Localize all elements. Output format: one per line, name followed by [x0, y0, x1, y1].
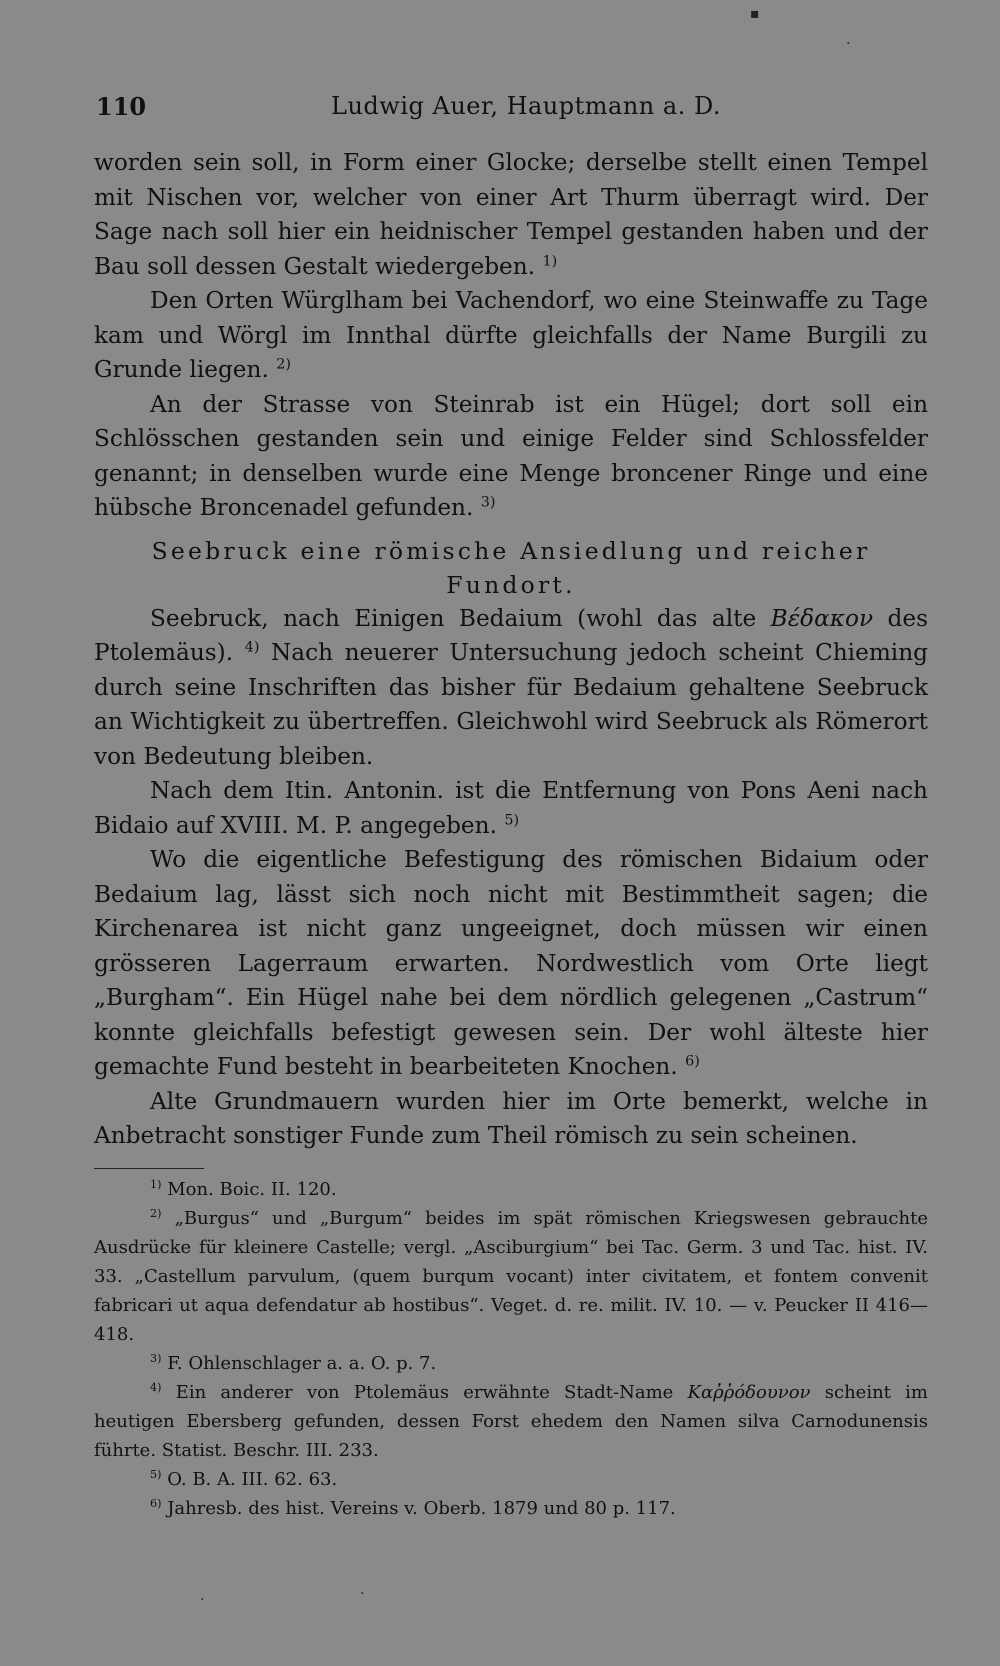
- paragraph-4-text-a: Seebruck, nach Einigen Bedaium (wohl das alte: [150, 604, 757, 632]
- footnote-1-text: Mon. Boic. II. 120.: [167, 1178, 337, 1200]
- footnote-4-text-b: scheint im heutigen Ebersberg gefunden, dessen Forst ehedem den Namen silva Carnodunensis führte. Statist. Beschr. III. 233.: [94, 1381, 928, 1461]
- scan-speck: ·: [200, 1592, 205, 1608]
- paragraph-4-text-b: des Ptolemäus).: [94, 604, 928, 666]
- footnote-ref-2: 2): [276, 356, 291, 373]
- paragraph-2: [94, 284, 928, 388]
- page-number: 110: [96, 92, 147, 121]
- paragraph-7: [94, 1085, 928, 1154]
- footnote-4: [94, 1378, 928, 1465]
- footnote-6-text: Jahresb. des hist. Vereins v. Oberb. 1879 und 80 p. 117.: [167, 1497, 676, 1519]
- footnote-2-mark: 2): [150, 1206, 162, 1220]
- paragraph-5-text: Nach dem Itin. Antonin. ist die Entfernung von Pons Aeni nach Bidaio auf XVIII. M. P. angegeben.: [94, 777, 928, 839]
- paragraph-6-text: Wo die eigentliche Befestigung des römischen Bidaium oder Bedaium lag, lässt sich noch nicht mit Bestimmtheit sagen; die Kirchenarea ist nicht ganz ungeeignet, doch müssen wir einen grösseren Lagerraum erwarten. Nordwestlich vom Orte liegt „Burgham“. Ein Hügel nahe bei dem nördlich gelegenen „Castrum“ konnte gleichfalls befestigt gewesen sein. Der wohl älteste hier gemachte Fund besteht in bearbeiteten Knochen.: [94, 846, 928, 1080]
- body-text: [94, 146, 928, 1154]
- scan-speck: ·: [846, 36, 851, 52]
- footnote-ref-4: 4): [244, 639, 260, 656]
- book-page: [94, 92, 928, 1523]
- footnote-ref-5: 5): [504, 811, 520, 828]
- footnote-4-text-a: Ein anderer von Ptolemäus erwähnte Stadt-Name: [175, 1381, 674, 1403]
- footnote-6-mark: 6): [150, 1496, 162, 1510]
- footnote-1: [94, 1175, 928, 1204]
- footnote-1-mark: 1): [150, 1177, 162, 1191]
- footnote-ref-1: 1): [542, 252, 558, 269]
- footnote-3: [94, 1349, 928, 1378]
- page-header: [94, 92, 928, 132]
- section-heading: Seebruck eine römische Ansiedlung und reicher Fundort.: [151, 536, 871, 599]
- paragraph-4: [94, 602, 928, 775]
- running-head: Ludwig Auer, Hauptmann a. D.: [331, 92, 721, 120]
- footnote-ref-3: 3): [480, 494, 496, 511]
- paragraph-1: [94, 146, 928, 284]
- footnote-3-mark: 3): [150, 1351, 162, 1365]
- paragraph-1-text: worden sein soll, in Form einer Glocke; derselbe stellt einen Tempel mit Nischen vor, welcher von einer Art Thurm überragt wird. Der Sage nach soll hier ein heidnischer Tempel gestanden haben und der Bau soll dessen Gestalt wiedergeben.: [94, 149, 928, 280]
- paragraph-4-text-c: Nach neuerer Untersuchung jedoch scheint Chieming durch seine Inschriften das bisher für Bedaium gehaltene Seebruck an Wichtigkeit zu übertreffen. Gleichwohl wird Seebruck als Römerort von Bedeutung bleiben.: [94, 639, 929, 770]
- footnote-4-mark: 4): [150, 1380, 162, 1394]
- footnote-3-text: F. Ohlenschlager a. a. O. p. 7.: [167, 1352, 437, 1374]
- footnote-5: [94, 1465, 928, 1494]
- footnote-6: [94, 1494, 928, 1523]
- footnote-2: [94, 1204, 928, 1349]
- footnote-ref-6: 6): [685, 1053, 700, 1070]
- footnote-4-greek-word: Καῤῥόδουνον: [687, 1381, 811, 1403]
- greek-word: Βέδακον: [770, 604, 874, 632]
- paragraph-6: [94, 843, 928, 1085]
- footnote-5-text: O. B. A. III. 62. 63.: [167, 1468, 338, 1490]
- footnote-5-mark: 5): [150, 1467, 162, 1481]
- paragraph-5: [94, 774, 928, 843]
- footnote-rule: [94, 1168, 204, 1169]
- footnotes: [94, 1175, 928, 1523]
- paragraph-3: [94, 388, 928, 526]
- paragraph-3-text: An der Strasse von Steinrab ist ein Hügel; dort soll ein Schlösschen gestanden sein und einige Felder sind Schlossfelder genannt; in denselben wurde eine Menge broncener Ringe und eine hübsche Broncenadel gefunden.: [94, 390, 928, 521]
- paragraph-2-text: Den Orten Würglham bei Vachendorf, wo eine Steinwaffe zu Tage kam und Wörgl im Innthal dürfte gleichfalls der Name Burgili zu Grunde liegen.: [94, 287, 928, 383]
- footnote-2-text: „Burgus“ und „Burgum“ beides im spät römischen Kriegswesen gebrauchte Ausdrücke für kleinere Castelle; vergl. „Asciburgium“ bei Tac. Germ. 3 und Tac. hist. IV. 33. „Castellum parvulum, (quem burqum vocant) inter civitatem, et fontem convenit fabricari ut aqua defendatur ab hostibus“. Veget. d. re. milit. IV. 10. — v. Peucker II 416—418.: [94, 1207, 928, 1345]
- scan-speck: ▪: [750, 6, 760, 22]
- scan-speck: ·: [360, 1586, 365, 1602]
- paragraph-7-text: Alte Grundmauern wurden hier im Orte bemerkt, welche in Anbetracht sonstiger Funde zum Theil römisch zu sein scheinen.: [94, 1087, 928, 1149]
